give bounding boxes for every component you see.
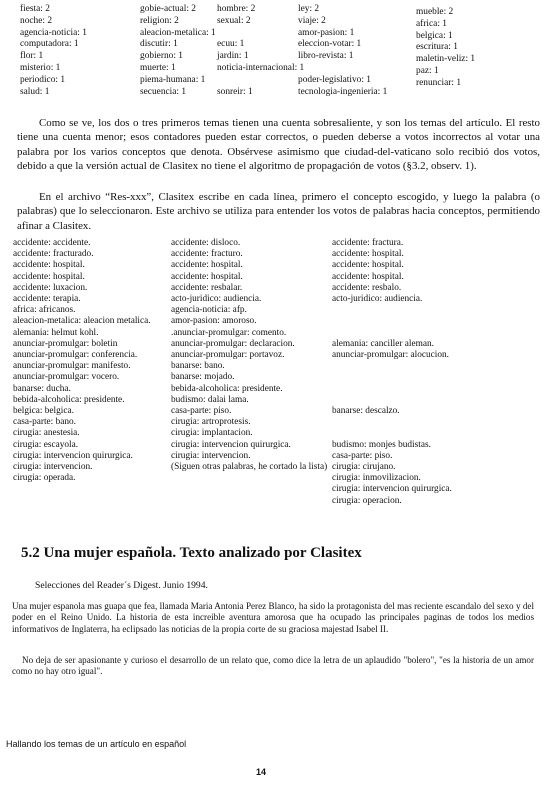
vote-count-entry: [217, 75, 304, 87]
vote-count-entry: fiesta: 2: [20, 4, 50, 14]
vote-count-entry: tecnologia-ingenieria: 1: [298, 86, 388, 97]
res-line: accidente: disloco.: [171, 238, 241, 248]
vote-count-entry: maletin-veliz: 1: [416, 54, 476, 65]
res-line: casa-parte: piso.: [332, 450, 393, 461]
res-line: accidente: hospital.: [332, 260, 404, 271]
vote-count-entry: religion: 2: [140, 15, 179, 26]
res-line: cirugia: intervencion quirurgica.: [13, 450, 133, 461]
vote-count-entry: sonreir: 1: [217, 86, 253, 97]
res-column-2: [171, 238, 327, 473]
res-line: accidente: hospital.: [171, 260, 243, 271]
vote-count-entry: aleacion-metalica: 1: [140, 27, 216, 38]
vote-count-entry: renunciar: 1: [416, 77, 462, 88]
res-line: anunciar-promulgar: declaracion.: [171, 338, 295, 349]
count-column-2: [140, 4, 216, 98]
res-line: acto-juridico: audiencia.: [171, 294, 262, 305]
res-line: (Siguen otras palabras, he cortado la lista): [171, 462, 328, 473]
res-line: budismo: dalai lama.: [171, 394, 249, 405]
vote-count-entry: jardin: 1: [217, 51, 249, 62]
res-line: accidente: accidente.: [13, 238, 91, 248]
vote-count-entry: amor-pasion: 1: [298, 27, 355, 38]
vote-count-entry: piema-humana: 1: [140, 74, 206, 85]
res-line: budismo: monjes budistas.: [332, 439, 431, 450]
res-line: anunciar-promulgar: conferencia.: [13, 350, 138, 361]
vote-count-entry: sexual: 2: [217, 15, 251, 26]
res-line: aleacion-metalica: aleacion metalica.: [13, 316, 151, 327]
res-line: alemania: canciller aleman.: [332, 338, 434, 349]
res-line: anunciar-promulgar: portavoz.: [171, 350, 285, 361]
count-column-1: [20, 4, 87, 98]
res-line: cirugia: intervencion.: [13, 462, 93, 473]
res-line: alemania: helmut kohl.: [13, 327, 99, 338]
source-line: Selecciones del Reader´s Digest. Junio 1994.: [35, 580, 208, 591]
vote-count-entry: escritura: 1: [416, 42, 458, 53]
res-line: belgica: belgica.: [13, 406, 74, 417]
count-column-5: [416, 7, 475, 90]
vote-count-entry: paz: 1: [416, 65, 439, 76]
vote-count-entry: belgica: 1: [416, 30, 453, 41]
res-line: amor-pasion: amoroso.: [171, 316, 257, 327]
res-column-1: [13, 238, 151, 484]
vote-count-entry: viaje: 2: [298, 15, 326, 26]
res-line: accidente: hospital.: [332, 249, 404, 260]
res-line: cirugia: anestesia.: [13, 428, 80, 439]
res-line: anunciar-promulgar: vocero.: [13, 372, 120, 383]
res-line: cirugia: inmovilizacion.: [332, 473, 421, 484]
vote-count-entry: libro-revista: 1: [298, 51, 354, 62]
res-line: accidente: resbalar.: [171, 282, 243, 293]
page-number: 14: [256, 767, 267, 777]
res-line: accidente: hospital.: [171, 271, 243, 282]
res-line: cirugia: operada.: [13, 473, 76, 484]
vote-count-entry: mueble: 2: [416, 7, 454, 17]
res-line: accidente: hospital.: [332, 271, 404, 282]
res-line: cirugia: intervencion quirurgica.: [171, 439, 291, 450]
res-line: accidente: luxacion.: [13, 282, 88, 293]
section-heading: 5.2 Una mujer española. Texto analizado por Clasitex: [21, 545, 362, 561]
res-line: casa-parte: bano.: [13, 417, 76, 428]
res-line: cirugia: cirujano.: [332, 462, 396, 473]
res-line: banarse: bano.: [171, 361, 225, 372]
res-column-3: [332, 238, 452, 507]
vote-count-entry: ley: 2: [298, 4, 320, 14]
res-line: anunciar-promulgar: alocucion.: [332, 350, 450, 361]
res-line: acto-juridico: audiencia.: [332, 294, 423, 305]
res-line: accidente: fractura.: [332, 238, 404, 248]
res-line: africa: africanos.: [13, 305, 76, 316]
vote-count-entry: eleccion-votar: 1: [298, 39, 362, 50]
res-line: anunciar-promulgar: manifesto.: [13, 361, 131, 372]
vote-count-entry: africa: 1: [416, 18, 447, 29]
res-line: accidente: fracturado.: [13, 249, 94, 260]
vote-count-entry: [217, 28, 304, 40]
article-paragraph-2: No deja de ser apasionante y curioso el desarrollo de un relato que, como dice la letra de un aplaudido "bolero", "es la historia de un amor como no hay otro igual".: [12, 655, 534, 677]
vote-count-entry: discutir: 1: [140, 39, 178, 50]
article-paragraph-1: Una mujer espanola mas guapa que fea, llamada Maria Antonia Perez Blanco, ha sido la protagonista del mas reciente escandalo del sexo y del poder en el Reino Unido. La historia de esta increible aventura amorosa que ha ocupado las principales paginas de todos los medios informativos de Inglaterra, ha eclipsado las noticias de la propia corte de su graciosa majestad Isabel II.: [12, 601, 534, 634]
res-line: cirugia: intervencion quirurgica.: [332, 484, 452, 495]
count-column-4: [298, 4, 387, 98]
vote-count-entry: periodico: 1: [20, 74, 66, 85]
res-line: bebida-alcoholica: presidente.: [13, 394, 125, 405]
res-line: cirugia: intervencion.: [171, 450, 251, 461]
res-line: accidente: fracturo.: [171, 249, 243, 260]
paragraph-res-file: En el archivo “Res-xxx”, Clasitex escribe en cada línea, primero el concepto escogido, y luego la palabra (o palabras) que lo seleccionaron. Este archivo se utiliza para entender los votos de palabras hacia conceptos, permitiendo afinar a Clasitex.: [17, 191, 540, 232]
res-line: bebida-alcoholica: presidente.: [171, 383, 283, 394]
footer-text: Hallando los temas de un artículo en español: [6, 739, 187, 749]
vote-count-entry: gobierno: 1: [140, 51, 183, 62]
count-column-3: [217, 4, 304, 98]
vote-count-entry: poder-legislativo: 1: [298, 74, 371, 85]
vote-count-entry: misterio: 1: [20, 62, 61, 73]
res-line: accidente: terapia.: [13, 294, 81, 305]
res-line: cirugia: operacion.: [332, 495, 402, 506]
vote-count-entry: agencia-noticia: 1: [20, 27, 87, 38]
res-line: anunciar-promulgar: boletin: [13, 338, 118, 349]
vote-count-entry: [298, 63, 387, 75]
vote-count-entry: secuencia: 1: [140, 86, 187, 97]
res-line: banarse: mojado.: [171, 372, 235, 383]
res-line: banarse: ducha.: [13, 383, 71, 394]
vote-count-entry: computadora: 1: [20, 39, 79, 50]
res-line: cirugia: implantacion.: [171, 428, 253, 439]
vote-count-entry: salud: 1: [20, 86, 50, 97]
vote-count-entry: noticia-internacional: 1: [217, 62, 305, 73]
vote-count-entry: hombre: 2: [217, 4, 256, 14]
vote-count-entry: ecuu: 1: [217, 39, 245, 50]
res-line: cirugia: escayola.: [13, 439, 79, 450]
vote-count-entry: gobie-actual: 2: [140, 4, 196, 14]
res-line: .anunciar-promulgar: comento.: [171, 327, 287, 338]
vote-count-entry: flor: 1: [20, 51, 44, 62]
res-line: accidente: hospital.: [13, 260, 85, 271]
res-line: accidente: hospital.: [13, 271, 85, 282]
paragraph-observation: Como se ve, los dos o tres primeros temas tienen una cuenta sobresaliente, y son los temas del artículo. El resto tiene una cuenta menor; esos contadores pueden estar correctos, o pueden deberse a votos incorrectos al votar una palabra por los varios conceptos que denota. Obsérvese asimismo que ciudad-del-vaticano solo recibió dos votos, debido a que la versión actual de Clasitex no tiene el algoritmo de propagación de votos (§3.2, observ. 1).: [17, 117, 540, 172]
res-line: agencia-noticia: afp.: [171, 305, 247, 316]
res-line: cirugia: artroprotesis.: [171, 417, 251, 428]
res-line: casa-parte: piso.: [171, 406, 232, 417]
res-line: accidente: resbalo.: [332, 282, 402, 293]
vote-count-entry: muerte: 1: [140, 62, 176, 73]
res-line: banarse: descalzo.: [332, 406, 400, 417]
vote-count-entry: noche: 2: [20, 15, 53, 26]
